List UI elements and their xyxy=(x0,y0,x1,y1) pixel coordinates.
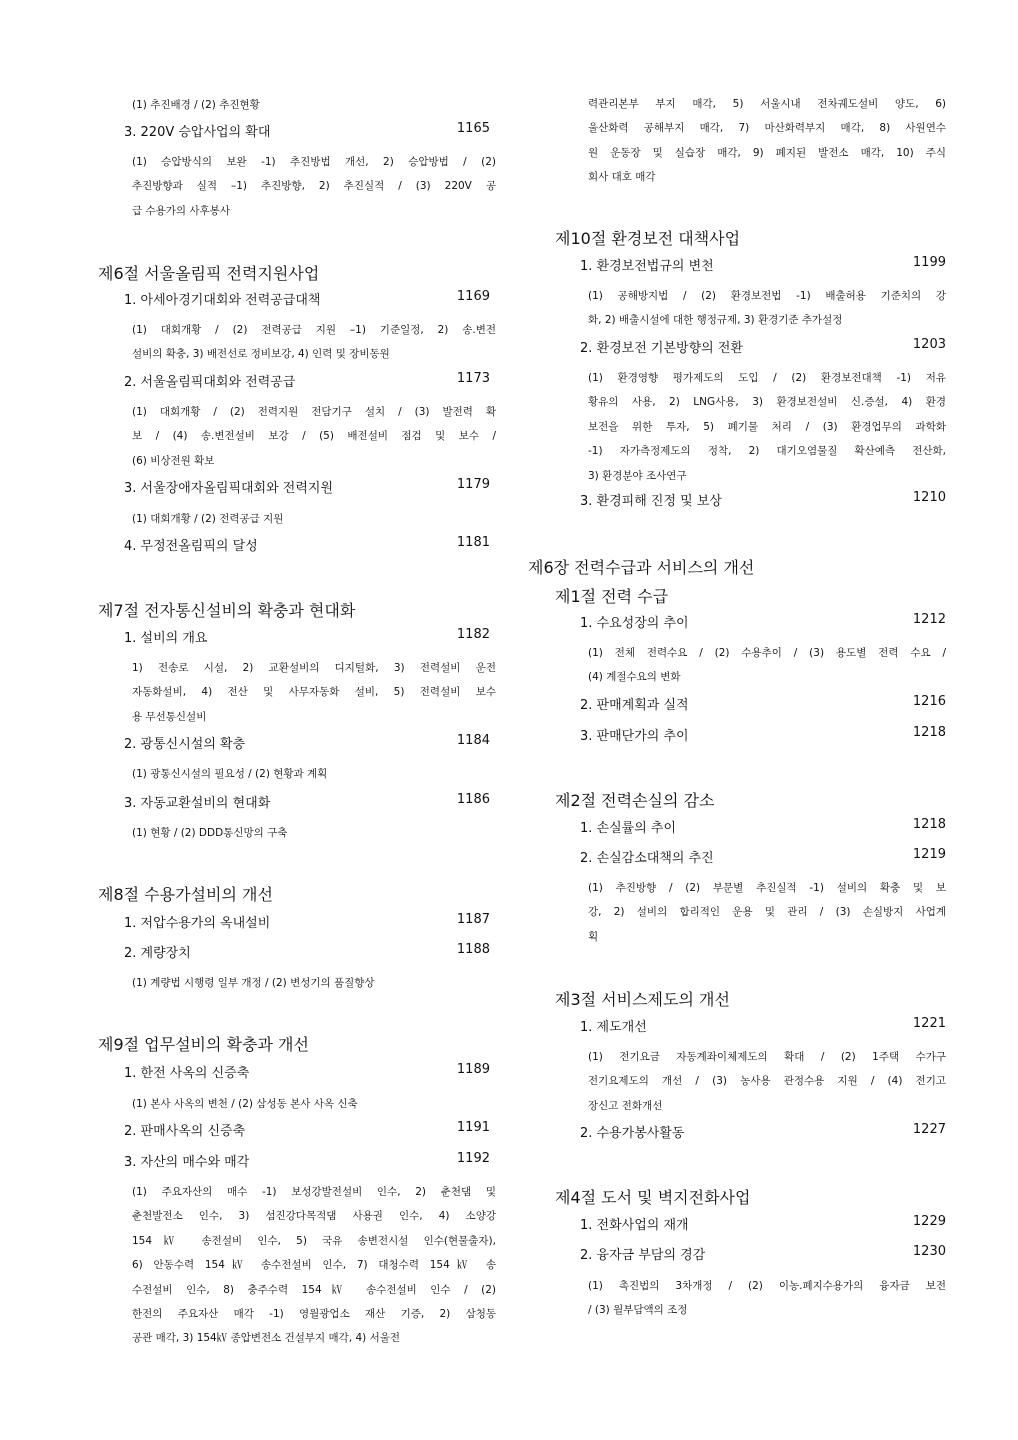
toc-entry xyxy=(580,490,946,509)
toc-subentries xyxy=(588,1045,946,1118)
section-heading: 제1절 전력 수급 xyxy=(555,587,669,606)
toc-entry-title: 3. 판매단가의 추이 xyxy=(580,729,689,744)
toc-entry xyxy=(580,725,946,744)
toc-entry xyxy=(580,612,946,631)
toc-page-number: 1169 xyxy=(456,289,490,304)
toc-subentry-line: 강, 2) 설비의 합리적인 운용 및 관리 / (3) 손실방지 사업계 xyxy=(588,906,946,919)
toc-entry xyxy=(124,912,490,931)
toc-subentries xyxy=(588,284,946,333)
toc-entry xyxy=(580,1122,946,1141)
toc-subentry-line: 보 / (4) 송.변전설비 보강 / (5) 배전설비 점검 및 보수 / xyxy=(132,430,496,443)
toc-entry xyxy=(580,817,946,836)
toc-subentries xyxy=(132,150,496,223)
toc-page-number: 1212 xyxy=(912,612,946,627)
toc-page-number: 1188 xyxy=(456,942,490,957)
toc-subentry-line: -1) 자가측정제도의 정착, 2) 대기오염물질 확산예측 전산화, xyxy=(588,445,946,458)
toc-page-number: 1165 xyxy=(456,121,490,136)
section-heading: 제2절 전력손실의 감소 xyxy=(555,791,715,810)
toc-entry xyxy=(580,694,946,713)
toc-entry-title: 2. 광통신시설의 확충 xyxy=(124,737,246,752)
toc-page-number: 1192 xyxy=(456,1151,490,1166)
toc-subentries xyxy=(132,1092,496,1116)
toc-subentries xyxy=(588,366,946,488)
toc-entry-title: 3. 서울장애자올림픽대회와 전력지원 xyxy=(124,481,334,496)
toc-entry-title: 2. 손실감소대책의 추진 xyxy=(580,851,714,866)
toc-entry xyxy=(124,1120,490,1139)
toc-subentry-line: (1) 승압방식의 보완 -1) 추진방법 개선, 2) 승압방법 / (2) xyxy=(132,156,496,168)
toc-entry xyxy=(124,477,490,496)
toc-subentry-line: (1) 촉진법의 3차개정 / (2) 이농.폐지수용가의 융자금 보전 xyxy=(588,1280,946,1292)
toc-subentries xyxy=(132,762,496,786)
toc-entry xyxy=(580,847,946,866)
toc-subentry-line: 수전설비 인수, 8) 충주수력 154㎸ 송수전설비 인수 / (2) xyxy=(132,1283,496,1296)
toc-entry xyxy=(124,792,490,811)
toc-page-number: 1191 xyxy=(456,1120,490,1135)
toc-subentry-line: / (3) 월부담액의 조정 xyxy=(588,1304,688,1317)
toc-entry xyxy=(580,337,946,356)
chapter-heading: 제6장 전력수급과 서비스의 개선 xyxy=(528,558,755,577)
toc-subentry-line: 3) 환경분야 조사연구 xyxy=(588,469,687,482)
toc-entry-title: 2. 수용가봉사활동 xyxy=(580,1126,685,1141)
toc-subentry-line: 154㎸ 송전설비 인수, 5) 국유 송변전시설 인수(현물출자), xyxy=(132,1234,496,1247)
toc-entry-title: 1. 저압수용가의 옥내설비 xyxy=(124,916,271,931)
toc-entry xyxy=(580,255,946,274)
toc-entry-title: 4. 무정전올림픽의 달성 xyxy=(124,539,258,554)
toc-page-number: 1187 xyxy=(456,912,490,927)
toc-subentry-line: (1) 대회개황 / (2) 전력공급 지원 xyxy=(132,513,284,525)
toc-subentry-line: (1) 현황 / (2) DDD통신망의 구축 xyxy=(132,827,288,839)
section-heading: 제10절 환경보전 대책사업 xyxy=(555,229,741,248)
toc-subentries xyxy=(132,821,496,845)
toc-subentries xyxy=(588,641,946,690)
toc-subentries xyxy=(132,971,496,995)
toc-entry xyxy=(580,1016,946,1035)
toc-subentry-line: 한전의 주요자산 매각 -1) 영월광업소 재산 기증, 2) 삼청동 xyxy=(132,1308,496,1321)
toc-page-number: 1181 xyxy=(456,535,490,550)
toc-left-column xyxy=(98,0,496,1440)
toc-page-number: 1182 xyxy=(456,627,490,642)
toc-entry xyxy=(124,1151,490,1170)
toc-right-column xyxy=(528,0,946,1440)
section-heading: 제8절 수용가설비의 개선 xyxy=(98,885,273,904)
toc-entry xyxy=(124,733,490,752)
section-heading: 제6절 서울올림픽 전력지원사업 xyxy=(98,264,320,283)
toc-subentry-line: (1) 주요자산의 매수 -1) 보성강발전설비 인수, 2) 춘천댐 및 xyxy=(132,1186,496,1198)
toc-entry-title: 2. 판매사옥의 신증축 xyxy=(124,1124,246,1139)
toc-subentry-line: (1) 대회개황 / (2) 전력지원 전담기구 설치 / (3) 발전력 확 xyxy=(132,406,496,418)
toc-page-number: 1184 xyxy=(456,733,490,748)
toc-page-number: 1227 xyxy=(912,1122,946,1137)
toc-page-number: 1221 xyxy=(912,1016,946,1031)
toc-subentry-line: 보전을 위한 투자, 5) 폐기물 처리 / (3) 환경업무의 과학화 xyxy=(588,420,946,433)
toc-entry-title: 1. 손실률의 추이 xyxy=(580,821,677,836)
toc-subentry-line: (1) 전체 전력수요 / (2) 수용추이 / (3) 용도별 전력 수요 / xyxy=(588,647,946,659)
toc-entry-title: 1. 제도개선 xyxy=(580,1020,647,1035)
toc-entry xyxy=(124,289,490,308)
toc-subentry-line: (4) 계절수요의 변화 xyxy=(588,671,681,684)
toc-subentry-line: 장신고 전화개선 xyxy=(588,1099,663,1112)
toc-entry-title: 2. 판매계획과 실적 xyxy=(580,698,689,713)
toc-subentry-line: 자동화설비, 4) 전산 및 사무자동화 설비, 5) 전력설비 보수 xyxy=(132,686,496,699)
toc-subentry-line: 춘천발전소 인수, 3) 섬진강다목적댐 사용권 인수, 4) 소양강 xyxy=(132,1210,496,1223)
section-heading: 제7절 전자통신설비의 확충과 현대화 xyxy=(98,601,356,620)
toc-entry xyxy=(124,1062,490,1081)
toc-subentry-line: 1) 전송로 시설, 2) 교환설비의 디지털화, 3) 전력설비 운전 xyxy=(132,662,496,674)
toc-subentry-line: (1) 추진배경 / (2) 추진현황 xyxy=(132,99,260,111)
toc-subentry-line: 급 수용가의 사후봉사 xyxy=(132,204,230,217)
toc-page-number: 1230 xyxy=(912,1244,946,1259)
toc-subentry-line: 용 무선통신설비 xyxy=(132,710,207,723)
toc-entry-title: 3. 자동교환설비의 현대화 xyxy=(124,796,271,811)
toc-page-number: 1218 xyxy=(912,817,946,832)
toc-entry-title: 1. 아세아경기대회와 전력공급대책 xyxy=(124,293,321,308)
toc-subentry-line: 원 운동장 및 실습장 매각, 9) 폐지된 발전소 매각, 10) 주식 xyxy=(588,146,946,159)
toc-subentry-line: (1) 광통신시설의 필요성 / (2) 현황과 계획 xyxy=(132,768,328,780)
toc-entry-title: 1. 전화사업의 재개 xyxy=(580,1218,689,1233)
toc-entry-title: 3. 220V 승압사업의 확대 xyxy=(124,125,271,140)
toc-subentries xyxy=(132,318,496,367)
section-heading: 제9절 업무설비의 확충과 개선 xyxy=(98,1035,309,1054)
toc-page-number: 1186 xyxy=(456,792,490,807)
toc-entry-title: 2. 서울올림픽대회와 전력공급 xyxy=(124,375,296,390)
toc-page-number: 1219 xyxy=(912,847,946,862)
toc-entry-title: 1. 한전 사옥의 신증축 xyxy=(124,1066,250,1081)
toc-entry xyxy=(580,1214,946,1233)
toc-page-number: 1179 xyxy=(456,477,490,492)
toc-entry-title: 1. 환경보전법규의 변천 xyxy=(580,259,714,274)
toc-subentries xyxy=(588,876,946,949)
toc-subentries xyxy=(132,656,496,729)
toc-subentry-line: 력관리본부 부지 매각, 5) 서울시내 전차궤도설비 양도, 6) xyxy=(588,98,946,110)
toc-page-number: 1229 xyxy=(912,1214,946,1229)
toc-subentries xyxy=(588,1274,946,1323)
toc-subentries xyxy=(588,92,946,190)
toc-entry-title: 3. 자산의 매수와 매각 xyxy=(124,1155,250,1170)
toc-subentry-line: (1) 추진방향 / (2) 부문별 추진실적 -1) 설비의 확충 및 보 xyxy=(588,882,946,894)
toc-page-number: 1203 xyxy=(912,337,946,352)
toc-subentry-line: (6) 비상전원 확보 xyxy=(132,454,215,467)
toc-entry-title: 3. 환경피해 진정 및 보상 xyxy=(580,494,722,509)
section-heading: 제4절 도서 및 벽지전화사업 xyxy=(555,1188,751,1207)
toc-subentries xyxy=(132,93,496,117)
toc-subentry-line: 전기요제도의 개선 / (3) 농사용 관정수용 지원 / (4) 전기고 xyxy=(588,1075,946,1088)
section-heading: 제3절 서비스제도의 개선 xyxy=(555,990,730,1009)
toc-subentry-line: (1) 공해방지법 / (2) 환경보전법 -1) 배출허용 기준치의 강 xyxy=(588,290,946,302)
toc-subentry-line: (1) 대회개황 / (2) 전력공급 지원 –1) 기준일정, 2) 송.변전 xyxy=(132,324,496,336)
toc-subentry-line: 획 xyxy=(588,930,599,943)
toc-subentries xyxy=(132,1180,496,1351)
toc-subentries xyxy=(132,507,496,531)
toc-subentry-line: 6) 안동수력 154㎸ 송수전설비 인수, 7) 대청수력 154㎸ 송 xyxy=(132,1259,496,1272)
toc-subentry-line: (1) 전기요금 자동계좌이체제도의 확대 / (2) 1주택 수가구 xyxy=(588,1051,946,1063)
toc-subentry-line: 설비의 확충, 3) 배전선로 정비보강, 4) 인력 및 장비동원 xyxy=(132,348,390,361)
toc-subentry-line: (1) 계량법 시행령 일부 개정 / (2) 변성기의 품질향상 xyxy=(132,977,375,989)
toc-page-number: 1218 xyxy=(912,725,946,740)
toc-entry xyxy=(124,942,490,961)
toc-page-number: 1189 xyxy=(456,1062,490,1077)
toc-subentry-line: 황유의 사용, 2) LNG사용, 3) 환경보전설비 신.증설, 4) 환경 xyxy=(588,396,946,409)
toc-entry-title: 1. 설비의 개요 xyxy=(124,631,208,646)
toc-entry-title: 2. 환경보전 기본방향의 전환 xyxy=(580,341,743,356)
toc-subentry-line: 울산화력 공해부지 매각, 7) 마산화력부지 매각, 8) 사원연수 xyxy=(588,122,946,135)
toc-subentry-line: 회사 대호 매각 xyxy=(588,171,656,184)
toc-page-number: 1216 xyxy=(912,694,946,709)
toc-entry xyxy=(124,627,490,646)
toc-subentry-line: (1) 환경영향 평가제도의 도입 / (2) 환경보전대책 -1) 저유 xyxy=(588,372,946,384)
toc-subentry-line: (1) 본사 사옥의 변천 / (2) 삼성동 본사 사옥 신축 xyxy=(132,1098,358,1110)
toc-entry-title: 2. 융자금 부담의 경감 xyxy=(580,1248,706,1263)
toc-entry xyxy=(124,371,490,390)
toc-subentry-line: 추진방향과 실적 –1) 추진방향, 2) 추진실적 / (3) 220V 공 xyxy=(132,180,496,193)
toc-entry xyxy=(124,121,490,140)
toc-entry xyxy=(580,1244,946,1263)
toc-entry-title: 2. 계량장치 xyxy=(124,946,191,961)
toc-page-number: 1210 xyxy=(912,490,946,505)
toc-entry-title: 1. 수요성장의 추이 xyxy=(580,616,689,631)
toc-subentry-line: 공관 매각, 3) 154㎸ 종압변전소 건설부지 매각, 4) 서울전 xyxy=(132,1332,401,1345)
toc-page-number: 1173 xyxy=(456,371,490,386)
toc-subentry-line: 화, 2) 배출시설에 대한 행정규제, 3) 환경기준 추가설정 xyxy=(588,314,843,327)
toc-page-number: 1199 xyxy=(912,255,946,270)
toc-entry xyxy=(124,535,490,554)
toc-subentries xyxy=(132,400,496,473)
